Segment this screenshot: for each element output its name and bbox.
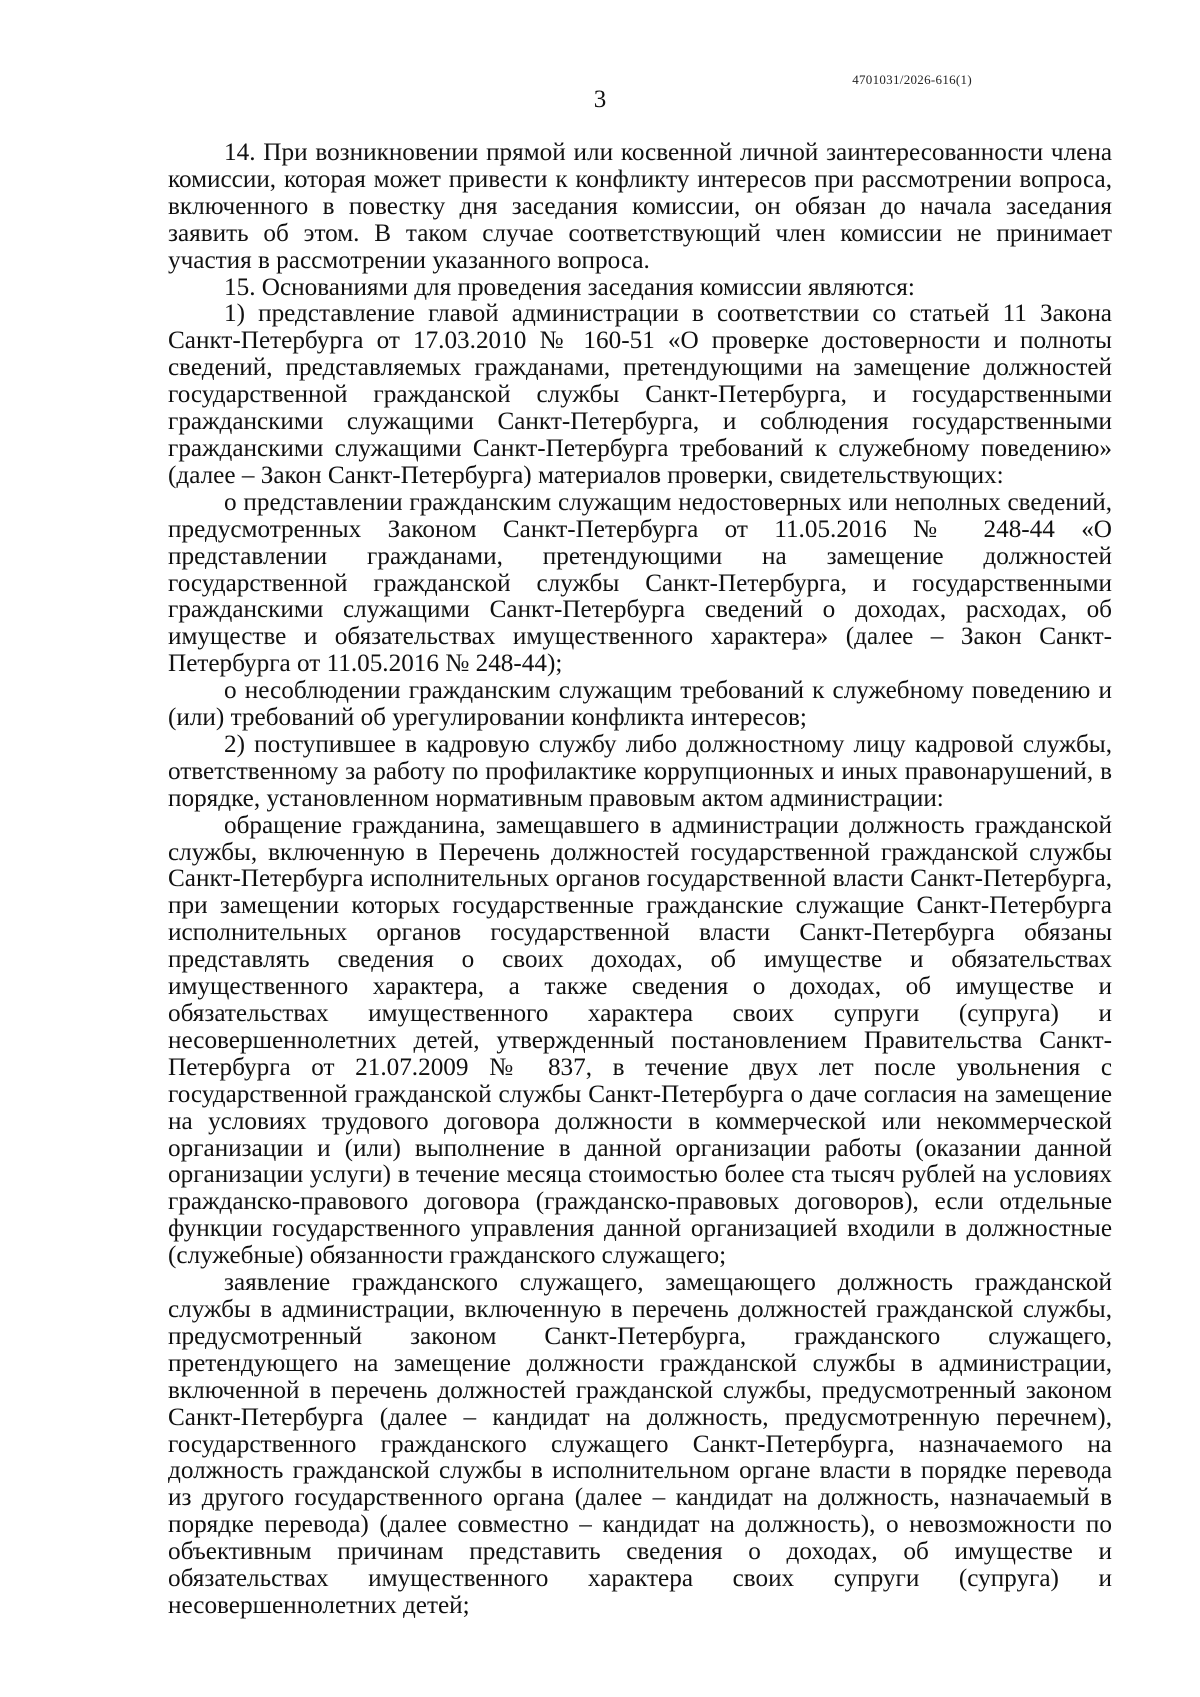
paragraph-item-1-noncompliance: о несоблюдении гражданским служащим требований к служебному поведению и (или) требований об урегулировании конфликта интересов; bbox=[168, 677, 1112, 732]
paragraph-clause-15: 15. Основаниями для проведения заседания комиссии являются: bbox=[224, 273, 915, 301]
paragraph-item-2-employee-statement: заявление гражданского служащего, замещающего должность гражданской службы в администрации, включенную в перечень должностей гражданской службы, предусмотренный законом Санкт-Петербурга, гражданского служащего, претендующего на замещение должности гражданской службы в администрации, включенной в перечень должностей гражданской службы, предусмотренный законом Санкт-Петербурга (далее – кандидат на должность, предусмотренную перечнем), государственного гражданского служащего Санкт-Петербурга, назначаемого на должность гражданской службы в исполнительном органе власти в порядке перевода из другого государственного органа (далее – кандидат на должность, назначаемый в порядке перевода) (далее совместно – кандидат на должность), о невозможности по объективным причинам представить сведения о доходах, об имуществе и обязательствах имущественного характера своих супруги (супруга) и несовершеннолетних детей; bbox=[168, 1269, 1112, 1619]
document-registration-number: 4701031/2026-616(1) bbox=[852, 72, 972, 87]
paragraph-item-1: 1) представление главой администрации в соответствии со статьей 11 Закона Санкт-Петербурга от 17.03.2010 № 160-51 «О проверке достоверности и полноты сведений, представляемых гражданами, претендующими на замещение должностей государственной гражданской службы Санкт-Петербурга, и государственными гражданскими служащими Санкт-Петербурга, и соблюдения государственными гражданскими служащими Санкт-Петербурга требований к служебному поведению» (далее – Закон Санкт-Петербурга) материалов проверки, свидетельствующих: bbox=[168, 300, 1112, 489]
paragraph-clause-14: 14. При возникновении прямой или косвенной личной заинтересованности члена комиссии, которая может привести к конфликту интересов при рассмотрении вопроса, включенного в повестку дня заседания комиссии, он обязан до начала заседания заявить об этом. В таком случае соответствующий член комиссии не принимает участия в рассмотрении указанного вопроса. bbox=[168, 139, 1112, 274]
document-body bbox=[168, 140, 1112, 1620]
page-number: 3 bbox=[593, 86, 607, 113]
paragraph-item-2-citizen-appeal: обращение гражданина, замещавшего в администрации должность гражданской службы, включенную в Перечень должностей государственной гражданской службы Санкт-Петербурга исполнительных органов государственной власти Санкт-Петербурга, при замещении которых государственные гражданские служащие Санкт-Петербурга исполнительных органов государственной власти Санкт-Петербурга обязаны представлять сведения о своих доходах, об имуществе и обязательствах имущественного характера, а также сведения о доходах, об имуществе и обязательствах имущественного характера своих супруги (супруга) и несовершеннолетних детей, утвержденный постановлением Правительства Санкт-Петербурга от 21.07.2009 № 837, в течение двух лет после увольнения с государственной гражданской службы Санкт-Петербурга о даче согласия на замещение на условиях трудового договора должности в коммерческой или некоммерческой организации и (или) выполнение в данной организации работы (оказании данной организации услуги) в течение месяца стоимостью более ста тысяч рублей на условиях гражданско-правового договора (гражданско-правовых договоров), если отдельные функции государственного управления данной организацией входили в должностные (служебные) обязанности гражданского служащего; bbox=[168, 811, 1112, 1270]
paragraph-item-2: 2) поступившее в кадровую службу либо должностному лицу кадровой службы, ответственному за работу по профилактике коррупционных и иных правонарушений, в порядке, установленном нормативным правовым актом администрации: bbox=[168, 730, 1112, 812]
paragraph-item-1-false-info: о представлении гражданским служащим недостоверных или неполных сведений, предусмотренных Законом Санкт-Петербурга от 11.05.2016 № 248-44 «О представлении гражданами, претендующими на замещение должностей государственной гражданской службы Санкт-Петербурга, и государственными гражданскими служащими Санкт-Петербурга сведений о доходах, расходах, об имуществе и обязательствах имущественного характера» (далее – Закон Санкт-Петербурга от 11.05.2016 № 248-44); bbox=[168, 488, 1112, 678]
